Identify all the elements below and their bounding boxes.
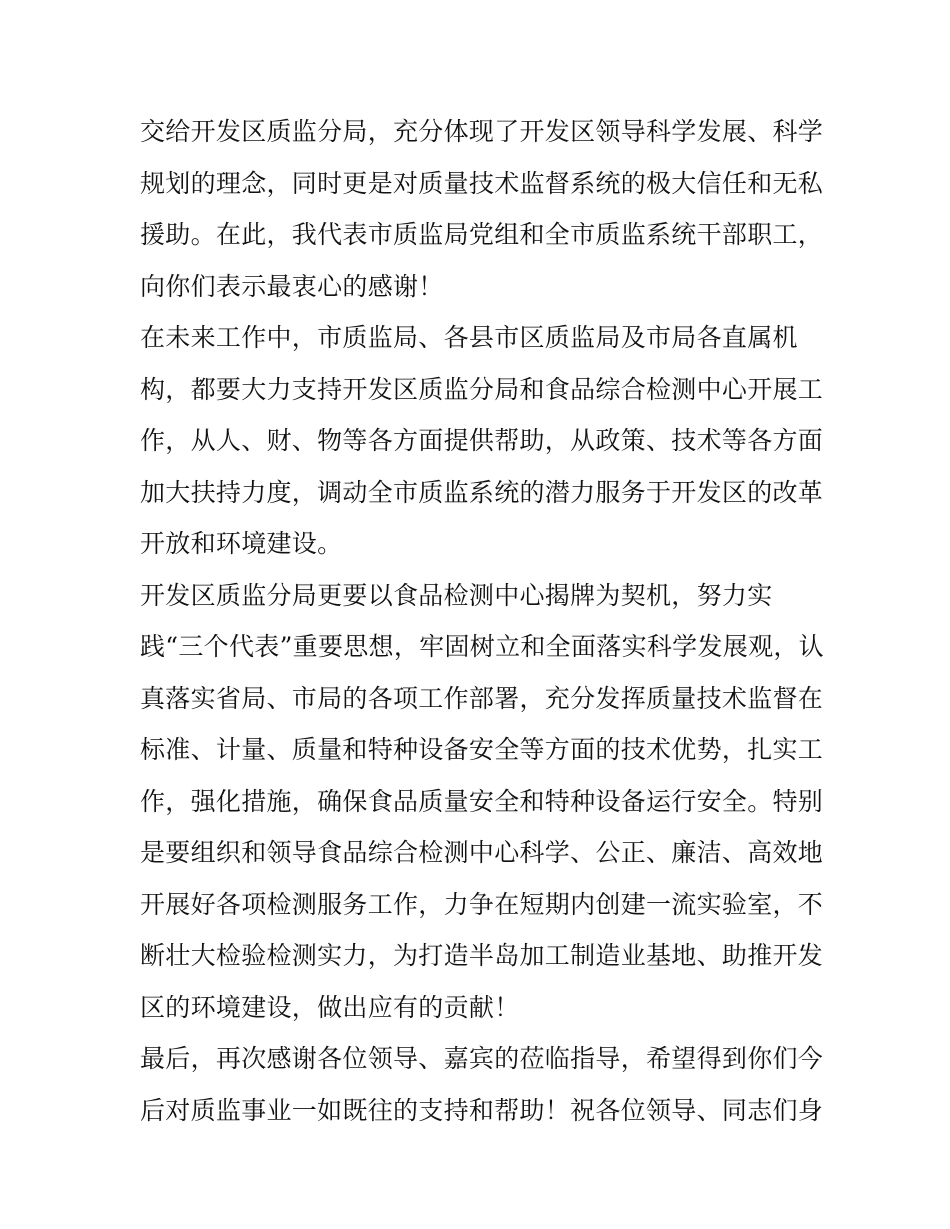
text-line: 标准、计量、质量和特种设备安全等方面的技术优势，扎实工: [140, 735, 824, 764]
text-line: 作，从人、财、物等各方面提供帮助，从政策、技术等各方面: [140, 426, 824, 455]
text-line: 规划的理念，同时更是对质量技术监督系统的极大信任和无私: [140, 168, 824, 198]
text-line: 践“三个代表”重要思想，牢固树立和全面落实科学发展观，认: [140, 632, 824, 661]
text-line: 后对质监事业一如既往的支持和帮助！祝各位领导、同志们身: [140, 1095, 824, 1125]
text-line: 断壮大检验检测实力，为打造半岛加工制造业基地、助推开发: [140, 941, 824, 970]
text-line: 开展好各项检测服务工作，力争在短期内创建一流实验室，不: [140, 889, 824, 919]
text-line: 区的环境建设，做出应有的贡献！: [140, 992, 520, 1022]
text-line: 真落实省局、市局的各项工作部署，充分发挥质量技术监督在: [140, 683, 824, 713]
text-line: 是要组织和领导食品综合检测中心科学、公正、廉洁、高效地: [140, 838, 824, 867]
text-line: 最后，再次感谢各位领导、嘉宾的莅临指导，希望得到你们今: [140, 1044, 824, 1073]
text-line: 援助。在此，我代表市质监局党组和全市质监系统干部职工，: [140, 220, 824, 249]
text-line: 交给开发区质监分局，充分体现了开发区领导科学发展、科学: [140, 117, 824, 146]
text-line: 开放和环境建设。: [140, 529, 343, 558]
text-line: 加大扶持力度，调动全市质监系统的潜力服务于开发区的改革: [140, 477, 824, 507]
text-line: 在未来工作中，市质监局、各县市区质监局及市局各直属机: [140, 323, 798, 352]
document-body: [140, 106, 824, 1136]
text-line: 向你们表示最衷心的感谢！: [140, 271, 444, 301]
text-line: 开发区质监分局更要以食品检测中心揭牌为契机，努力实: [140, 580, 773, 610]
text-line: 作，强化措施，确保食品质量安全和特种设备运行安全。特别: [140, 786, 824, 816]
text-line: 构，都要大力支持开发区质监分局和食品综合检测中心开展工: [140, 374, 824, 404]
